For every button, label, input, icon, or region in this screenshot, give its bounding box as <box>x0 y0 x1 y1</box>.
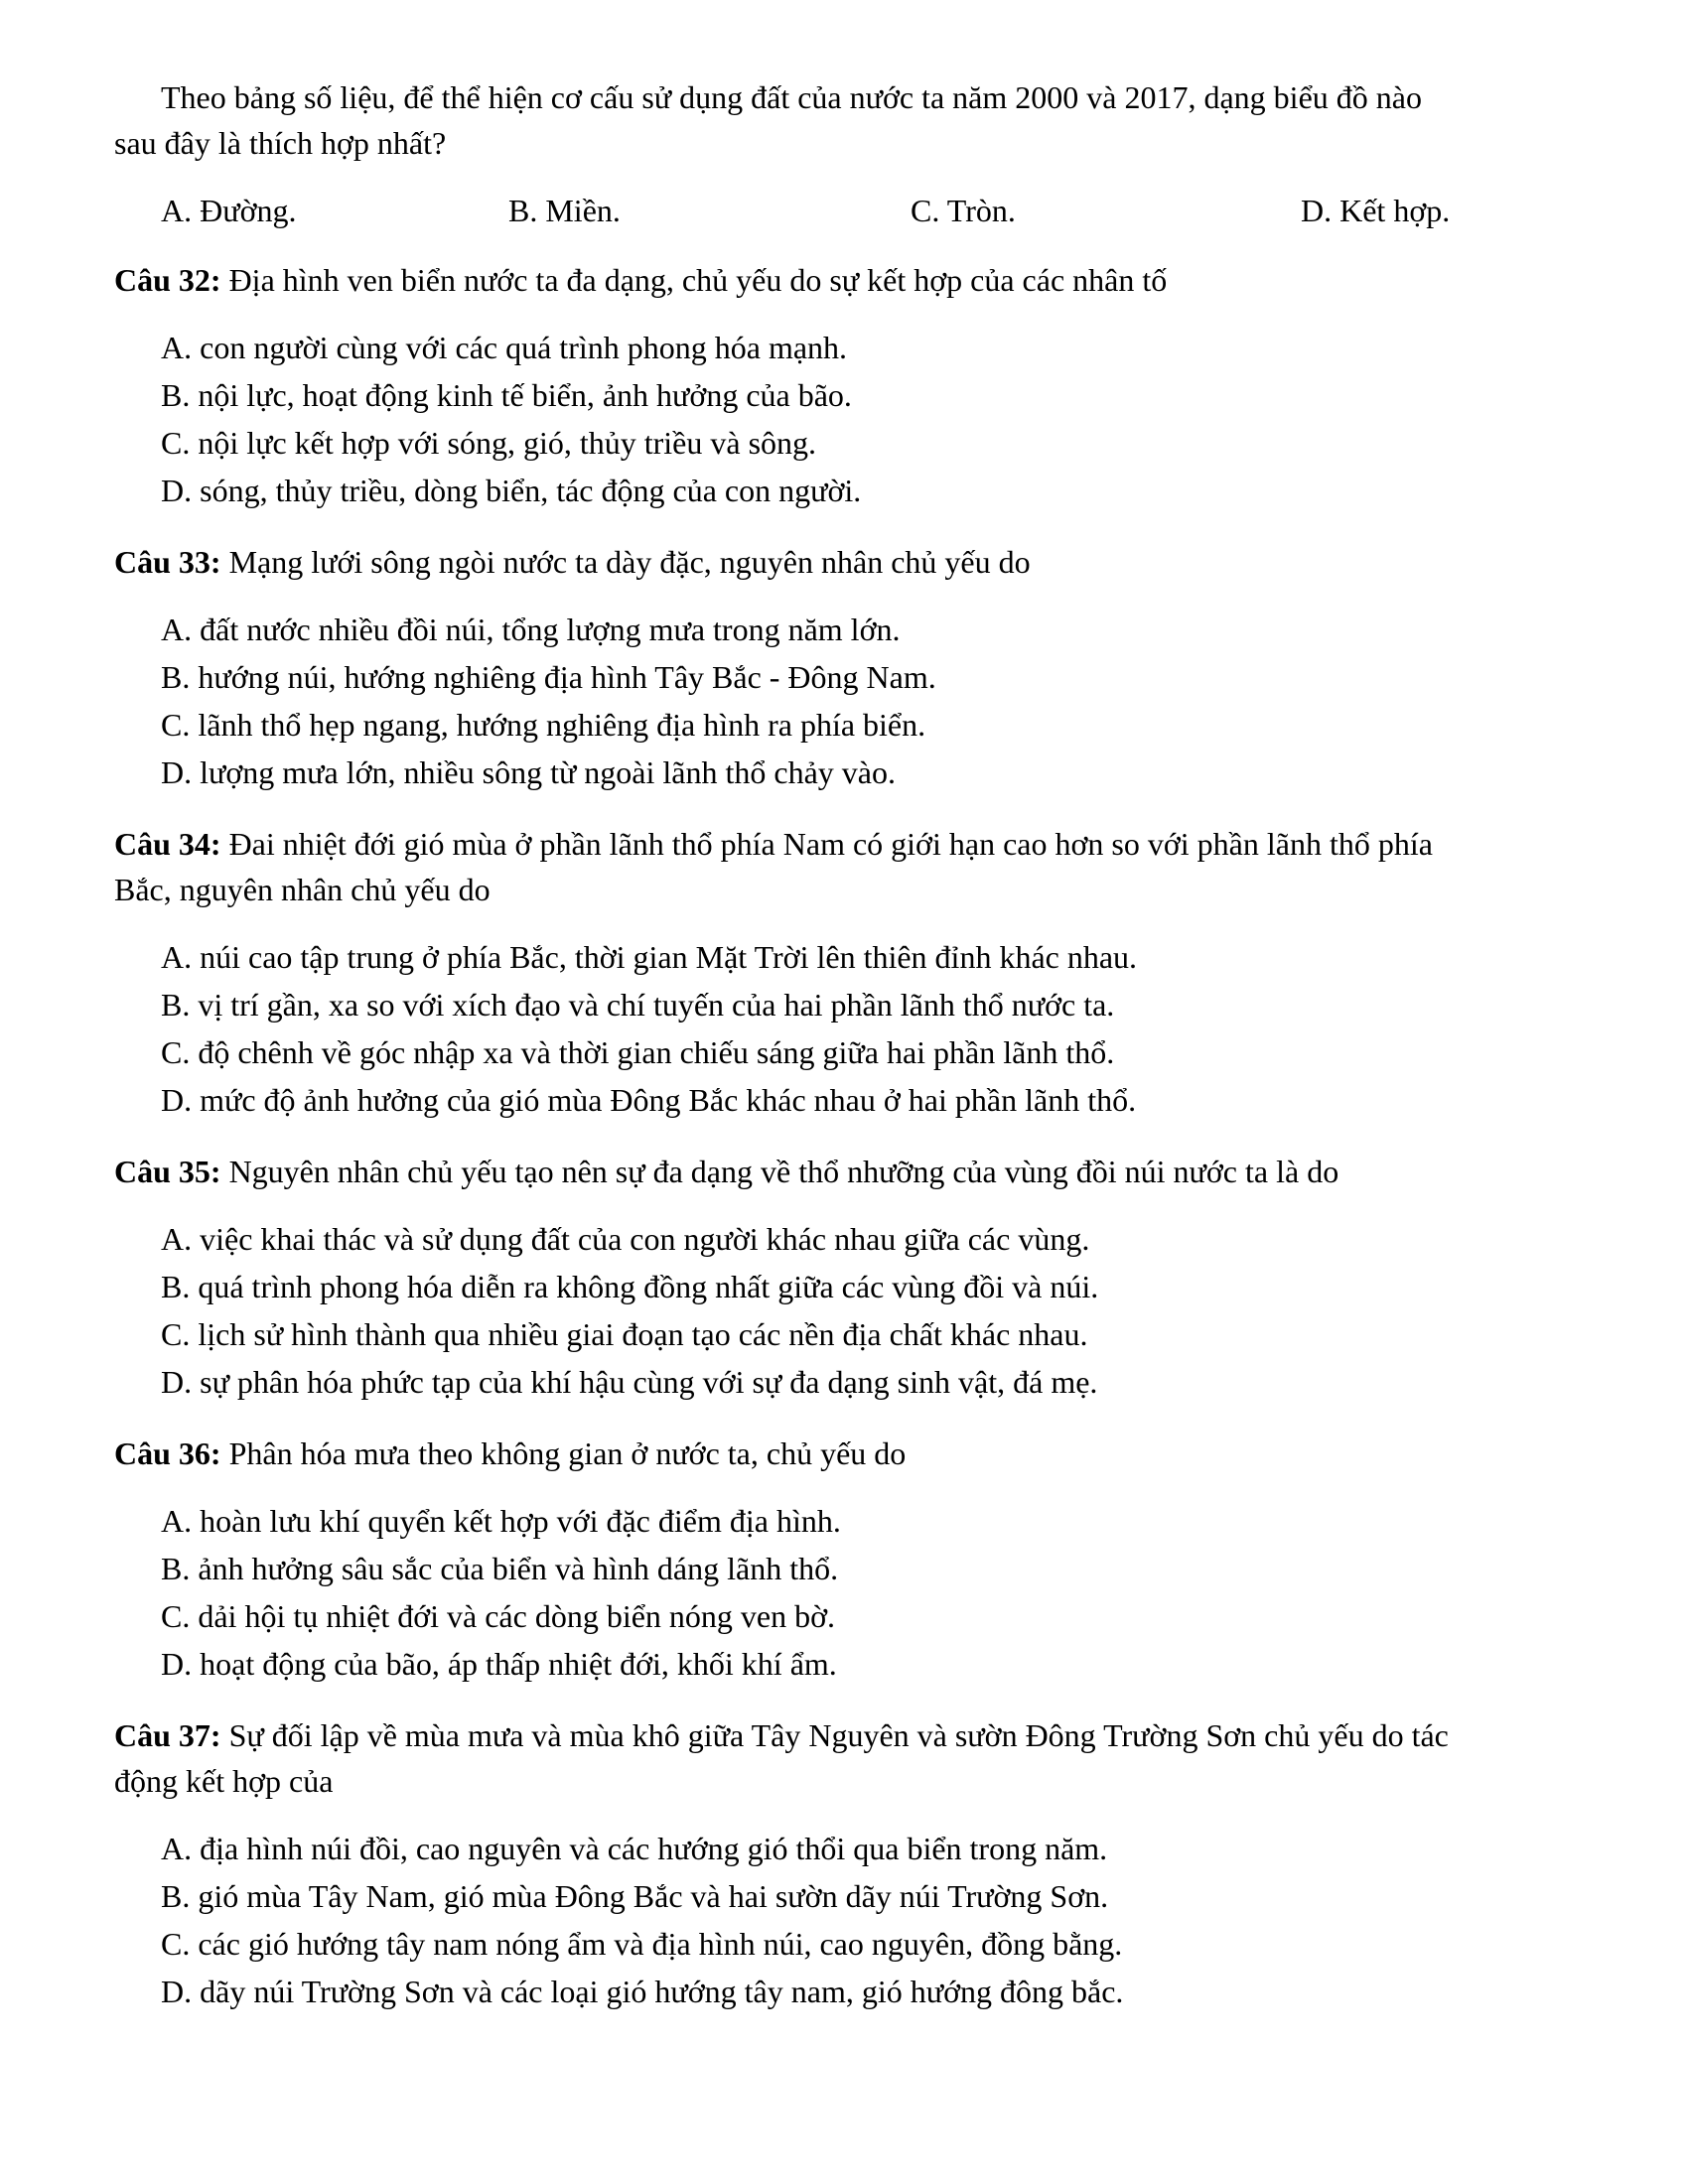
question-stem-line: Theo bảng số liệu, để thể hiện cơ cấu sử dụng đất của nước ta năm 2000 và 2017, dạng biểu đồ nào <box>161 79 1422 115</box>
answer-option-b: B. hướng núi, hướng nghiêng địa hình Tây Bắc - Đông Nam. <box>161 659 936 695</box>
answer-option-d: D. sóng, thủy triều, dòng biển, tác động của con người. <box>161 473 862 508</box>
question-stem-line: động kết hợp của <box>114 1763 334 1799</box>
answer-option-c: C. lịch sử hình thành qua nhiều giai đoạn tạo các nền địa chất khác nhau. <box>161 1316 1088 1352</box>
question-number: Câu 34: <box>114 826 221 862</box>
answer-option-d: D. hoạt động của bão, áp thấp nhiệt đới, khối khí ẩm. <box>161 1646 837 1682</box>
answer-option-c: C. các gió hướng tây nam nóng ẩm và địa hình núi, cao nguyên, đồng bằng. <box>161 1926 1123 1962</box>
question-number: Câu 36: <box>114 1435 221 1471</box>
question-36-stem <box>114 1433 906 1473</box>
answer-option-d: D. mức độ ảnh hưởng của gió mùa Đông Bắc khác nhau ở hai phần lãnh thổ. <box>161 1082 1137 1118</box>
question-stem-text: Mạng lưới sông ngòi nước ta dày đặc, nguyên nhân chủ yếu do <box>220 544 1031 580</box>
answer-option-d: D. sự phân hóa phức tạp của khí hậu cùng với sự đa dạng sinh vật, đá mẹ. <box>161 1364 1098 1400</box>
question-number: Câu 35: <box>114 1154 221 1189</box>
question-number: Câu 37: <box>114 1717 221 1753</box>
answer-option-b: B. gió mùa Tây Nam, gió mùa Đông Bắc và hai sườn dãy núi Trường Sơn. <box>161 1878 1109 1914</box>
answer-option-a: A. việc khai thác và sử dụng đất của con người khác nhau giữa các vùng. <box>161 1221 1090 1257</box>
answer-option-b: B. Miền. <box>508 193 621 228</box>
answer-option-c: C. độ chênh về góc nhập xa và thời gian chiếu sáng giữa hai phần lãnh thổ. <box>161 1034 1115 1070</box>
answer-option-b: B. quá trình phong hóa diễn ra không đồng nhất giữa các vùng đồi và núi. <box>161 1269 1099 1304</box>
question-number: Câu 32: <box>114 262 221 298</box>
question-stem-text: Sự đối lập về mùa mưa và mùa khô giữa Tây Nguyên và sườn Đông Trường Sơn chủ yếu do tác <box>220 1717 1449 1753</box>
question-33-stem <box>114 542 1031 582</box>
answer-option-a: A. con người cùng với các quá trình phong hóa mạnh. <box>161 330 848 365</box>
answer-option-d: D. lượng mưa lớn, nhiều sông từ ngoài lãnh thổ chảy vào. <box>161 754 896 790</box>
question-stem-text: Đai nhiệt đới gió mùa ở phần lãnh thổ phía Nam có giới hạn cao hơn so với phần lãnh thổ phía <box>220 826 1433 862</box>
question-stem-text: Nguyên nhân chủ yếu tạo nên sự đa dạng về thổ nhưỡng của vùng đồi núi nước ta là do <box>220 1154 1339 1189</box>
answer-option-a: A. địa hình núi đồi, cao nguyên và các hướng gió thổi qua biển trong năm. <box>161 1831 1108 1866</box>
answer-option-c: C. Tròn. <box>911 193 1016 228</box>
answer-option-a: A. núi cao tập trung ở phía Bắc, thời gian Mặt Trời lên thiên đỉnh khác nhau. <box>161 939 1138 975</box>
question-37-stem <box>114 1715 1449 1755</box>
question-stem-text: Địa hình ven biển nước ta đa dạng, chủ yếu do sự kết hợp của các nhân tố <box>220 262 1168 298</box>
answer-option-a: A. Đường. <box>161 193 297 228</box>
question-stem-text: Phân hóa mưa theo không gian ở nước ta, chủ yếu do <box>220 1435 907 1471</box>
question-stem-line: Bắc, nguyên nhân chủ yếu do <box>114 872 491 907</box>
answer-option-b: B. vị trí gần, xa so với xích đạo và chí tuyến của hai phần lãnh thổ nước ta. <box>161 987 1115 1023</box>
question-32-stem <box>114 260 1167 300</box>
question-number: Câu 33: <box>114 544 221 580</box>
question-stem-line: sau đây là thích hợp nhất? <box>114 125 447 161</box>
answer-option-b: B. ảnh hưởng sâu sắc của biển và hình dáng lãnh thổ. <box>161 1551 839 1586</box>
question-35-stem <box>114 1152 1338 1191</box>
question-34-stem <box>114 824 1433 864</box>
answer-option-b: B. nội lực, hoạt động kinh tế biển, ảnh hưởng của bão. <box>161 377 852 413</box>
answer-option-c: C. dải hội tụ nhiệt đới và các dòng biển nóng ven bờ. <box>161 1598 836 1634</box>
answer-option-a: A. hoàn lưu khí quyển kết hợp với đặc điểm địa hình. <box>161 1503 841 1539</box>
answer-option-c: C. nội lực kết hợp với sóng, gió, thủy triều và sông. <box>161 425 817 461</box>
answer-option-a: A. đất nước nhiều đồi núi, tổng lượng mưa trong năm lớn. <box>161 612 901 647</box>
answer-option-c: C. lãnh thổ hẹp ngang, hướng nghiêng địa hình ra phía biển. <box>161 707 926 743</box>
answer-option-d: D. dãy núi Trường Sơn và các loại gió hướng tây nam, gió hướng đông bắc. <box>161 1974 1124 2009</box>
answer-option-d: D. Kết hợp. <box>1301 193 1451 228</box>
